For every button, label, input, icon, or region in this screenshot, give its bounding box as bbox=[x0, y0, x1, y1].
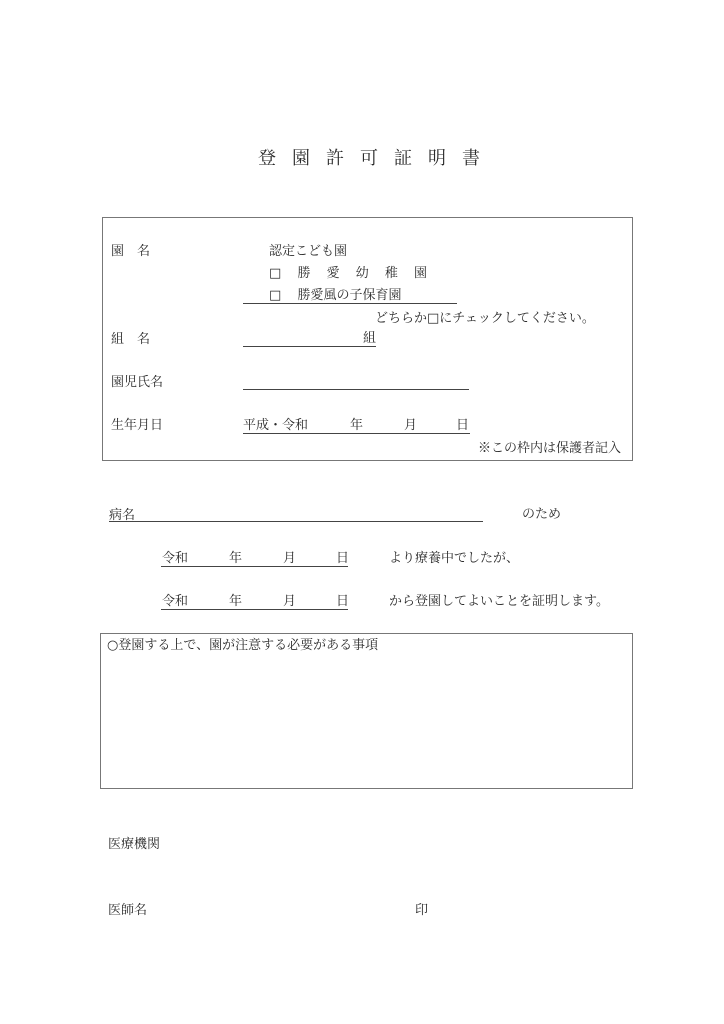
guardian-note: ※この枠内は保護者記入 bbox=[478, 441, 622, 456]
start-day: 日 bbox=[336, 551, 350, 566]
return-day: 日 bbox=[336, 594, 350, 609]
school-underline bbox=[243, 303, 457, 304]
child-name-field[interactable] bbox=[243, 389, 469, 390]
birthdate-month: 月 bbox=[404, 418, 418, 433]
class-suffix: 組 bbox=[363, 331, 377, 346]
return-era: 令和 bbox=[162, 594, 189, 609]
start-year: 年 bbox=[229, 551, 243, 566]
checkbox-icon[interactable]: □ bbox=[269, 288, 282, 303]
certify-text: から登園してよいことを証明します。 bbox=[389, 594, 609, 609]
return-date-field[interactable] bbox=[161, 609, 348, 610]
notes-box[interactable] bbox=[100, 633, 633, 789]
birthdate-field[interactable] bbox=[243, 433, 470, 434]
birthdate-era: 平成・令和 bbox=[243, 418, 309, 433]
illness-field[interactable] bbox=[109, 521, 483, 522]
illness-suffix: のため bbox=[522, 507, 562, 522]
document-title bbox=[258, 144, 496, 170]
check-instruction: どちらか□にチェックしてください。 bbox=[375, 311, 595, 326]
seal-mark: 印 bbox=[415, 903, 429, 918]
birthdate-label: 生年月日 bbox=[111, 418, 164, 433]
notes-heading: ○登園する上で、園が注意する必要がある事項 bbox=[107, 638, 379, 653]
option-nursery[interactable] bbox=[269, 288, 401, 304]
from-text: より療養中でしたが、 bbox=[389, 551, 520, 566]
title-char: 可 bbox=[360, 148, 378, 169]
checkbox-icon[interactable]: □ bbox=[269, 266, 282, 281]
return-year: 年 bbox=[229, 594, 243, 609]
class-label: 組 名 bbox=[111, 332, 151, 347]
title-char: 書 bbox=[462, 148, 480, 169]
child-name-label: 園児氏名 bbox=[111, 375, 164, 390]
class-field[interactable] bbox=[243, 346, 376, 347]
title-char: 明 bbox=[428, 148, 446, 169]
return-month: 月 bbox=[283, 594, 297, 609]
illness-label: 病名 bbox=[109, 508, 136, 523]
doctor-label: 医師名 bbox=[108, 903, 148, 918]
option-label: 勝 愛 幼 稚 園 bbox=[297, 266, 433, 281]
school-name-label: 園 名 bbox=[111, 244, 151, 259]
school-category: 認定こども園 bbox=[269, 244, 348, 259]
title-char: 登 bbox=[258, 148, 276, 169]
start-month: 月 bbox=[283, 551, 297, 566]
birthdate-day: 日 bbox=[456, 418, 470, 433]
birthdate-year: 年 bbox=[350, 418, 364, 433]
option-label: 勝愛風の子保育園 bbox=[297, 288, 402, 303]
option-kindergarten[interactable] bbox=[269, 266, 433, 282]
title-char: 許 bbox=[326, 148, 344, 169]
start-date-field[interactable] bbox=[161, 566, 348, 567]
title-char: 証 bbox=[394, 148, 412, 169]
start-era: 令和 bbox=[162, 551, 189, 566]
title-char: 園 bbox=[292, 148, 310, 169]
institution-label: 医療機関 bbox=[108, 837, 161, 852]
